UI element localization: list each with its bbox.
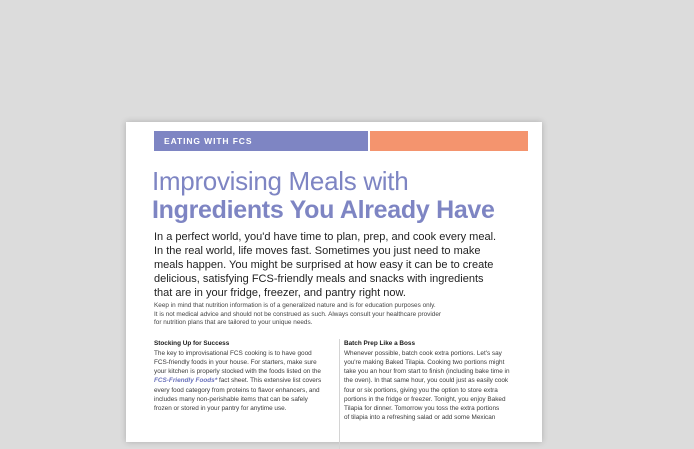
column-divider bbox=[339, 339, 340, 449]
intro-line: In the real world, life moves fast. Sometimes you just need to make bbox=[154, 245, 481, 257]
body-line: you're making Baked Tilapia. Cooking two portions might bbox=[344, 358, 505, 366]
body-line: The key to improvisational FCS cooking is to have good bbox=[154, 349, 312, 357]
body-line: frozen or stored in your pantry for anytime use. bbox=[154, 404, 287, 412]
body-line-text: fact sheet. This extensive list covers bbox=[217, 377, 322, 385]
page-title-line-1: Improvising Meals with bbox=[152, 166, 409, 196]
disclaimer-paragraph bbox=[154, 302, 544, 328]
disclaimer-line: for nutrition plans that are tailored to your unique needs. bbox=[154, 319, 313, 327]
intro-line: delicious, satisfying FCS-friendly meals and snacks with ingredients bbox=[154, 273, 484, 285]
body-line: the oven). In that same hour, you could just as easily cook bbox=[344, 377, 509, 385]
body-line: Tilapia for dinner. Tomorrow you toss the extra portions bbox=[344, 404, 500, 412]
body-line: Whenever possible, batch cook extra portions. Let's say bbox=[344, 349, 502, 357]
stocking-up-section bbox=[154, 339, 342, 413]
intro-line: In a perfect world, you'd have time to plan, prep, and cook every meal. bbox=[154, 231, 497, 243]
section-banner bbox=[154, 131, 368, 151]
body-line: portions in the fridge or freezer. Tonight, you enjoy Baked bbox=[344, 395, 506, 403]
intro-line: meals happen. You might be surprised at how easy it can be to create bbox=[154, 259, 494, 271]
banner-accent-bar bbox=[370, 131, 528, 151]
body-line: of tilapia into a refreshing salad or add some Mexican bbox=[344, 414, 496, 422]
body-line: take you an hour from start to finish (including bake time in bbox=[344, 368, 510, 376]
section-heading: Batch Prep Like a Boss bbox=[344, 340, 416, 347]
page-title-line-2: Ingredients You Already Have bbox=[152, 196, 495, 224]
disclaimer-line: Keep in mind that nutrition information is of a generalized nature and is for education purposes only. bbox=[154, 302, 436, 309]
body-line: four or six portions, giving you the option to store extra bbox=[344, 386, 498, 394]
intro-line: that are in your fridge, freezer, and pantry right now. bbox=[154, 287, 406, 299]
body-line: every food category from proteins to flavor enhancers, and bbox=[154, 386, 320, 394]
fcs-friendly-foods-link[interactable]: FCS-Friendly Foods* bbox=[154, 377, 218, 385]
document-page bbox=[126, 122, 542, 442]
intro-paragraph bbox=[154, 230, 544, 300]
body-line: your kitchen is properly stocked with the foods listed on the bbox=[154, 368, 321, 376]
body-line bbox=[154, 376, 342, 385]
section-banner-label: EATING WITH FCS bbox=[164, 136, 253, 146]
body-line: FCS-friendly foods in your house. For starters, make sure bbox=[154, 358, 317, 366]
disclaimer-line: It is not medical advice and should not be construed as such. Always consult your healthcare provider bbox=[154, 310, 442, 318]
section-heading: Stocking Up for Success bbox=[154, 340, 230, 347]
body-line: includes many non-perishable items that can be safely bbox=[154, 395, 308, 403]
batch-prep-section bbox=[344, 339, 532, 422]
